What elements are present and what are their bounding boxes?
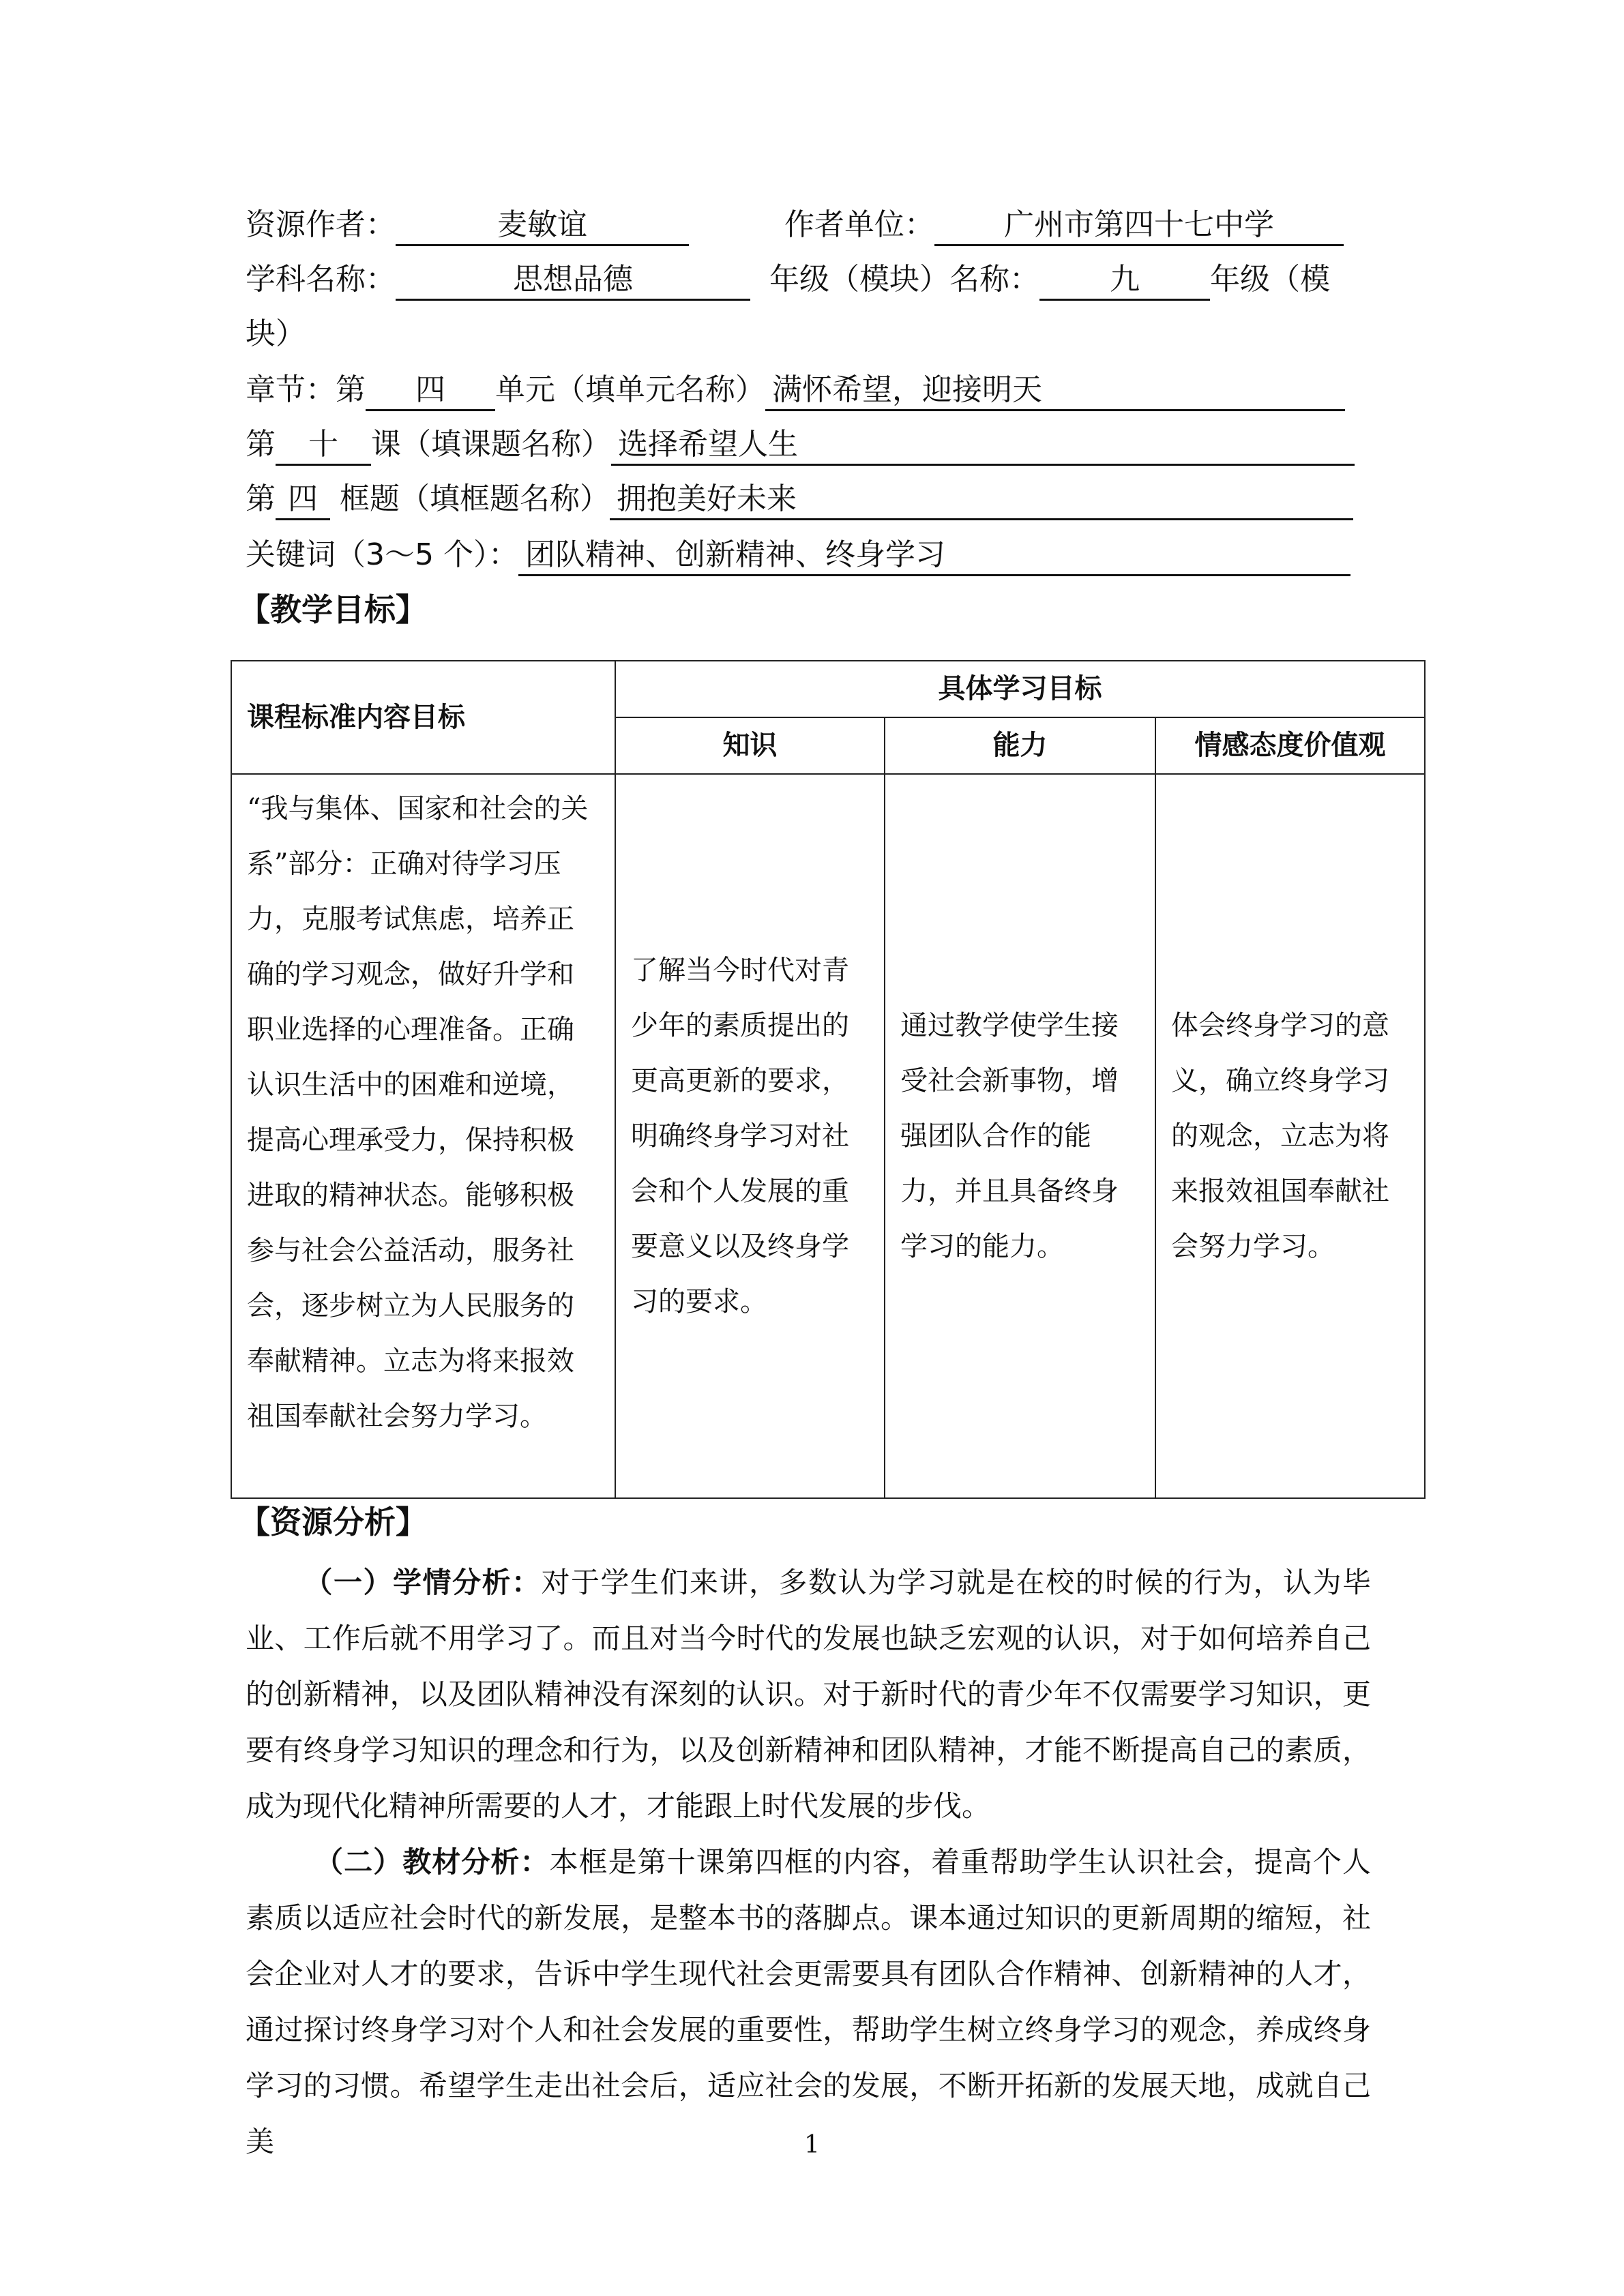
chapter-mid: 单元（填单元名称） xyxy=(495,372,765,407)
keywords-line xyxy=(246,533,1379,577)
col-specific-header: 具体学习目标 xyxy=(615,661,1425,717)
lesson-name: 选择希望人生 xyxy=(611,426,1355,466)
chapter-name: 满怀希望，迎接明天 xyxy=(765,371,1345,411)
keywords-label: 关键词（3～5 个）： xyxy=(246,537,518,572)
lesson-prefix: 第 xyxy=(246,427,276,462)
unit-value: 广州市第四十七中学 xyxy=(934,206,1344,246)
grade-label: 年级（模块）名称： xyxy=(769,262,1039,297)
col-knowledge-header: 知识 xyxy=(615,717,885,774)
subject-value: 思想品德 xyxy=(396,260,750,301)
grade-suffix: 年级（模 xyxy=(1210,262,1330,297)
frame-num: 四 xyxy=(276,480,330,520)
author-line xyxy=(246,203,1379,247)
keywords-value: 团队精神、创新精神、终身学习 xyxy=(518,536,1350,576)
lesson-mid: 课（填课题名称） xyxy=(371,427,611,462)
col-standard-header: 课程标准内容目标 xyxy=(231,661,615,774)
subject-label: 学科名称： xyxy=(246,262,396,297)
lesson-line xyxy=(246,423,1379,466)
ability-cell: 通过教学使学生接受社会新事物，增强团队合作的能力，并且具备终身学习的能力。 xyxy=(885,774,1155,1498)
frame-line xyxy=(246,477,1379,521)
lesson-num: 十 xyxy=(276,426,371,466)
attitude-cell: 体会终身学习的意义，确立终身学习的观念，立志为将来报效祖国奉献社会努力学习。 xyxy=(1155,774,1425,1498)
student-analysis-paragraph xyxy=(246,1555,1371,1834)
frame-prefix: 第 xyxy=(246,481,276,516)
frame-name: 拥抱美好未来 xyxy=(610,480,1353,520)
col-attitude-header: 情感态度价值观 xyxy=(1155,717,1425,774)
resource-analysis-heading: 【资源分析】 xyxy=(239,1504,427,1540)
grade-value: 九 xyxy=(1039,260,1210,301)
textbook-analysis-label: （二）教材分析： xyxy=(314,1845,550,1879)
table-header-row xyxy=(231,661,1425,717)
knowledge-cell: 了解当今时代对青少年的素质提出的更高更新的要求，明确终身学习对社会和个人发展的重要意义以及终身学习的要求。 xyxy=(615,774,885,1498)
table-row xyxy=(231,774,1425,1498)
student-analysis-text: 对于学生们来讲，多数认为学习就是在校的时候的行为，认为毕业、工作后就不用学习了。而且对当今时代的发展也缺乏宏观的认识，对于如何培养自己的创新精神，以及团队精神没有深刻的认识。对于新时代的青少年不仅需要学习知识，更要有终身学习知识的理念和行为，以及创新精神和团队精神，才能不断提高自己的素质，成为现代化精神所需要的人才，才能跟上时代发展的步伐。 xyxy=(246,1566,1371,1823)
chapter-num: 四 xyxy=(366,371,495,411)
author-label: 资源作者： xyxy=(246,207,396,242)
page-number: 1 xyxy=(804,2131,820,2159)
col-ability-header: 能力 xyxy=(885,717,1155,774)
chapter-line xyxy=(246,368,1379,412)
teaching-goals-heading: 【教学目标】 xyxy=(239,591,427,628)
chapter-prefix: 章节：第 xyxy=(246,372,366,407)
grade-suffix-line xyxy=(246,312,1379,356)
subject-line xyxy=(246,258,1379,301)
grade-suffix-2: 块） xyxy=(246,316,306,351)
textbook-analysis-text: 本框是第十课第四框的内容，着重帮助学生认识社会，提高个人素质以适应社会时代的新发展，是整本书的落脚点。课本通过知识的更新周期的缩短，社会企业对人才的要求，告诉中学生现代社会更需要具有团队合作精神、创新精神的人才，通过探讨终身学习对个人和社会发展的重要性，帮助学生树立终身学习的观念，养成终身学习的习惯。希望学生走出社会后，适应社会的发展，不断开拓新的发展天地，成就自己美 xyxy=(246,1845,1371,2158)
unit-label: 作者单位： xyxy=(784,207,934,242)
textbook-analysis-paragraph xyxy=(246,1834,1371,2170)
standard-cell: “我与集体、国家和社会的关系”部分：正确对待学习压力，克服考试焦虑，培养正确的学习观念，做好升学和职业选择的心理准备。正确认识生活中的困难和逆境，提高心理承受力，保持积极进取的精神状态。能够积极参与社会公益活动，服务社会，逐步树立为人民服务的奉献精神。立志为将来报效祖国奉献社会努力学习。 xyxy=(231,774,615,1498)
author-value: 麦敏谊 xyxy=(396,206,689,246)
teaching-goals-table xyxy=(231,660,1426,1499)
student-analysis-label: （一）学情分析： xyxy=(303,1566,542,1599)
frame-mid: 框题（填框题名称） xyxy=(340,481,610,516)
